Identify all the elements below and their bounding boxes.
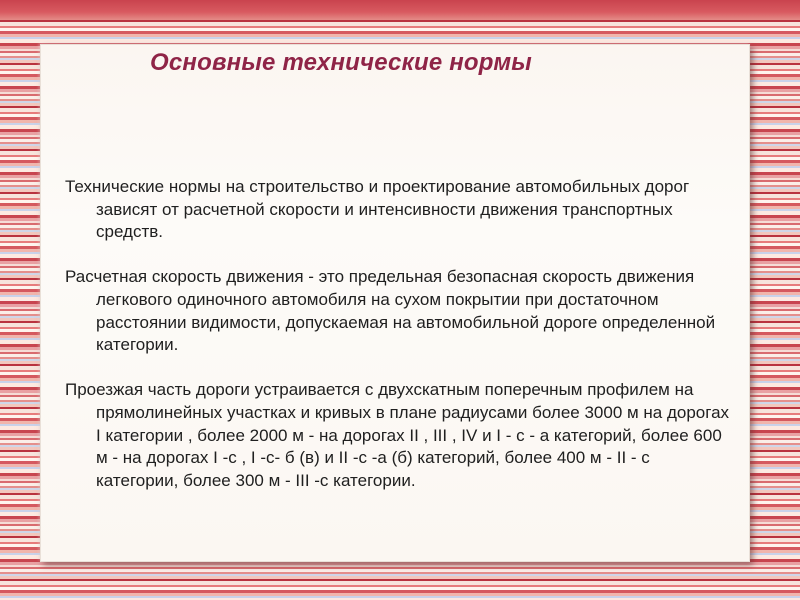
slide-card (40, 44, 750, 562)
slide-title: Основные технические нормы (149, 49, 532, 76)
slide-body (65, 176, 735, 492)
paragraph-design-speed: Расчетная скорость движения - это предельная безопасная скорость движения легкового одиночного автомобиля на сухом покрытии при достаточном расстоянии видимости, допускаемая на автомобильной дороге определенной категории. (65, 267, 716, 355)
paragraph-technical-norms: Технические нормы на строительство и проектирование автомобильных дорог зависят от расчетной скорости и интенсивности движения транспортных средств. (65, 177, 690, 242)
paragraph-carriageway-profile: Проезжая часть дороги устраивается с двухскатным поперечным профилем на прямолинейных участках и кривых в плане радиусами более 3000 м на дорогах I категории , более 2000 м - на дорогах II , III , IV и I - с - а категорий, более 600 м - на дорогах I -с , I -с- б (в) и II -с -а (б) категорий, более 400 м - II - с категории, более 300 м - III -с категории. (65, 380, 730, 490)
top-stripe-band (0, 0, 800, 20)
